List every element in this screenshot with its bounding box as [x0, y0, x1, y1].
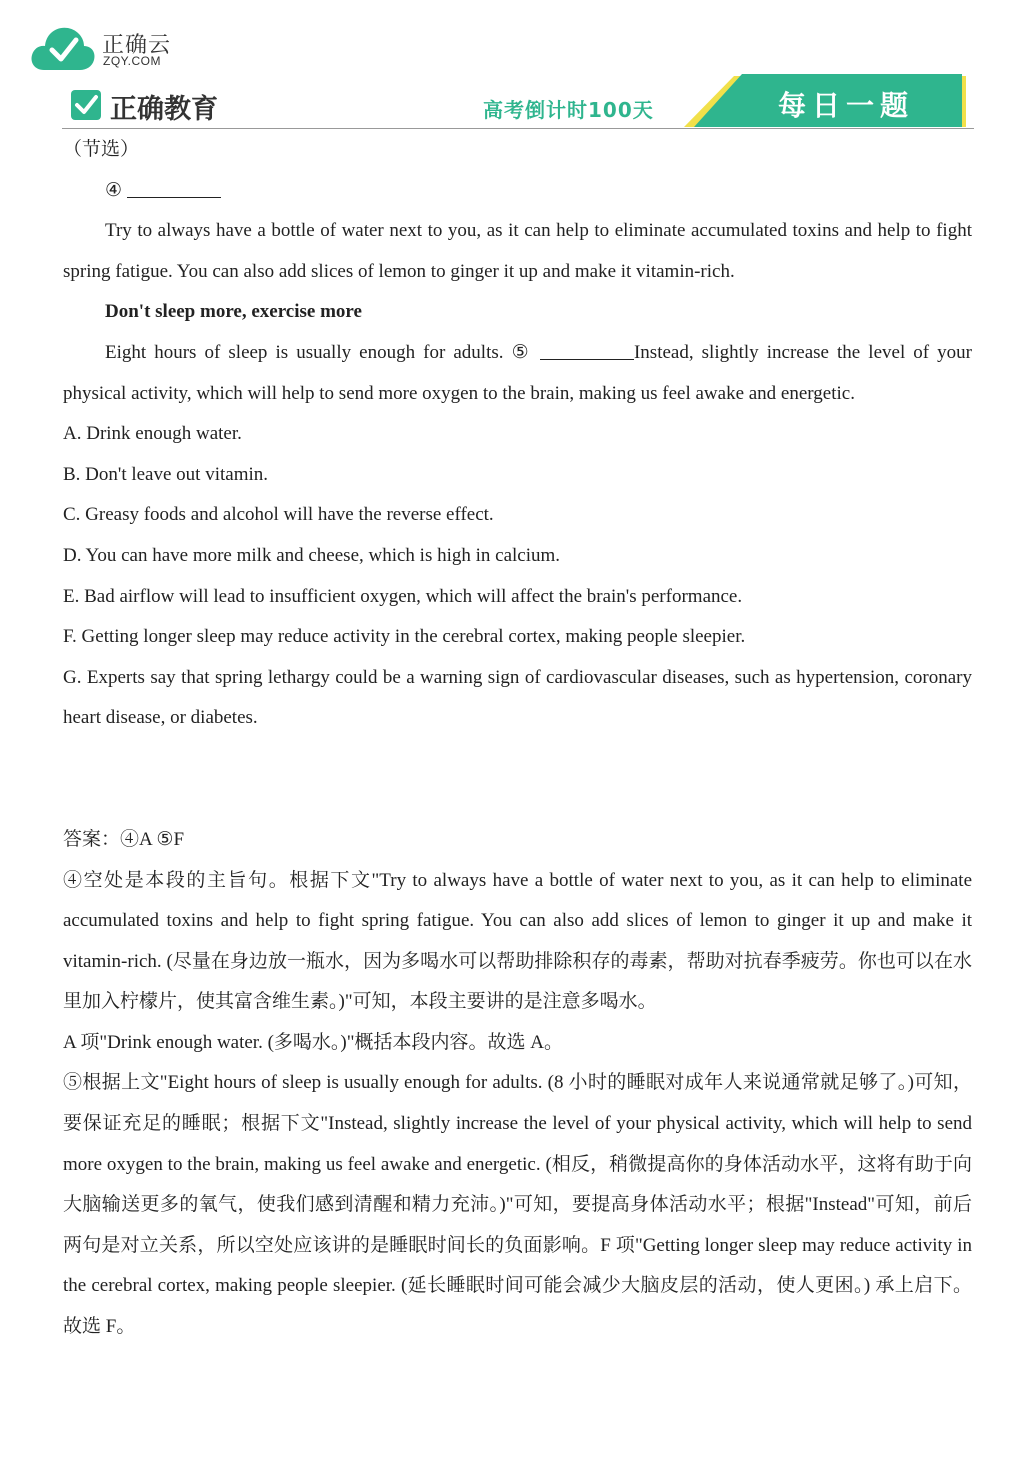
logo-domain: ZQY.COM — [103, 54, 161, 68]
passage-paragraph: Try to always have a bottle of water next to you, as it can help to eliminate accumulated toxins and help to fight spring fatigue. You can also add slices of lemon to ginger it up and make it vitamin-rich. — [63, 220, 972, 282]
para2-start: Eight hours of sleep is usually enough for adults. ⑤ — [105, 341, 540, 363]
option-c: C. Greasy foods and alcohol will have the reverse effect. — [63, 504, 494, 526]
brand-name: 正确教育 — [110, 94, 218, 125]
spacer — [63, 739, 972, 820]
countdown-label: 高考倒计时100天 — [483, 98, 654, 122]
para2-end: Instead, slightly increase the level of your physical activity, which will help to send more oxygen to the brain, making us feel awake and energetic. — [63, 341, 972, 404]
explanation-4b: A 项"Drink enough water. (多喝水。)"概括本段内容。故选 A。 — [63, 1031, 563, 1053]
passage-paragraph-2 — [63, 333, 972, 414]
option-e: E. Bad airflow will lead to insufficient oxygen, which will affect the brain's performance. — [63, 585, 743, 607]
option-g: G. Experts say that spring lethargy could be a warning sign of cardiovascular diseases, such as hypertension, coronary heart disease, or diabetes. — [63, 666, 972, 729]
option-a: A. Drink enough water. — [63, 423, 242, 445]
document-body — [63, 130, 972, 1348]
blank-4-number: ④ — [105, 179, 123, 201]
cloud-check-icon — [30, 24, 96, 72]
blank-5 — [540, 339, 634, 360]
blank-4-line — [63, 171, 972, 212]
blank-4 — [127, 177, 221, 198]
logo-chinese-name: 正确云 — [102, 33, 172, 58]
header-divider — [62, 128, 974, 129]
explanation-4: ④空处是本段的主旨句。根据下文"Try to always have a bottle of water next to you, as it can help to eliminate accumulated toxins and help to fight spring fatigue. You can also add slices of lemon to ginger it up and make it vitamin-rich. (尽量在身边放一瓶水，因为多喝水可以帮助排除积存的毒素，帮助对抗春季疲劳。你也可以在水里加入柠檬片，使其富含维生素。)"可知，本段主要讲的是注意多喝水。 — [63, 869, 972, 1013]
banner-title: 每日一题 — [778, 89, 915, 122]
excerpt-note: （节选） — [63, 139, 140, 160]
section-heading: Don't sleep more, exercise more — [105, 301, 362, 323]
zqy-logo — [30, 24, 230, 74]
option-b: B. Don't leave out vitamin. — [63, 463, 269, 485]
answer-line: 答案：④A ⑤F — [63, 828, 185, 850]
checkbox-icon — [70, 89, 102, 121]
explanation-5: ⑤根据上文"Eight hours of sleep is usually enough for adults. (8 小时的睡眠对成年人来说通常就足够了。)可知，要保证充足的睡眠；根据下文"Instead, slightly increase the level of your physical activity, which will help to send more oxygen to the brain, making us feel awake and energetic. (相反，稍微提高你的身体活动水平，这将有助于向大脑输送更多的氧气，使我们感到清醒和精力充沛。)"可知，要提高身体活动水平；根据"Instead"可知，前后两句是对立关系，所以空处应该讲的是睡眠时间长的负面影响。F 项"Getting longer sleep may reduce activity in the cerebral cortex, making people sleepier. (延长睡眠时间可能会减少大脑皮层的活动，使人更困。) 承上启下。故选 F。 — [63, 1072, 972, 1338]
option-f: F. Getting longer sleep may reduce activity in the cerebral cortex, making people sleepier. — [63, 626, 746, 648]
option-d: D. You can have more milk and cheese, which is high in calcium. — [63, 544, 561, 566]
